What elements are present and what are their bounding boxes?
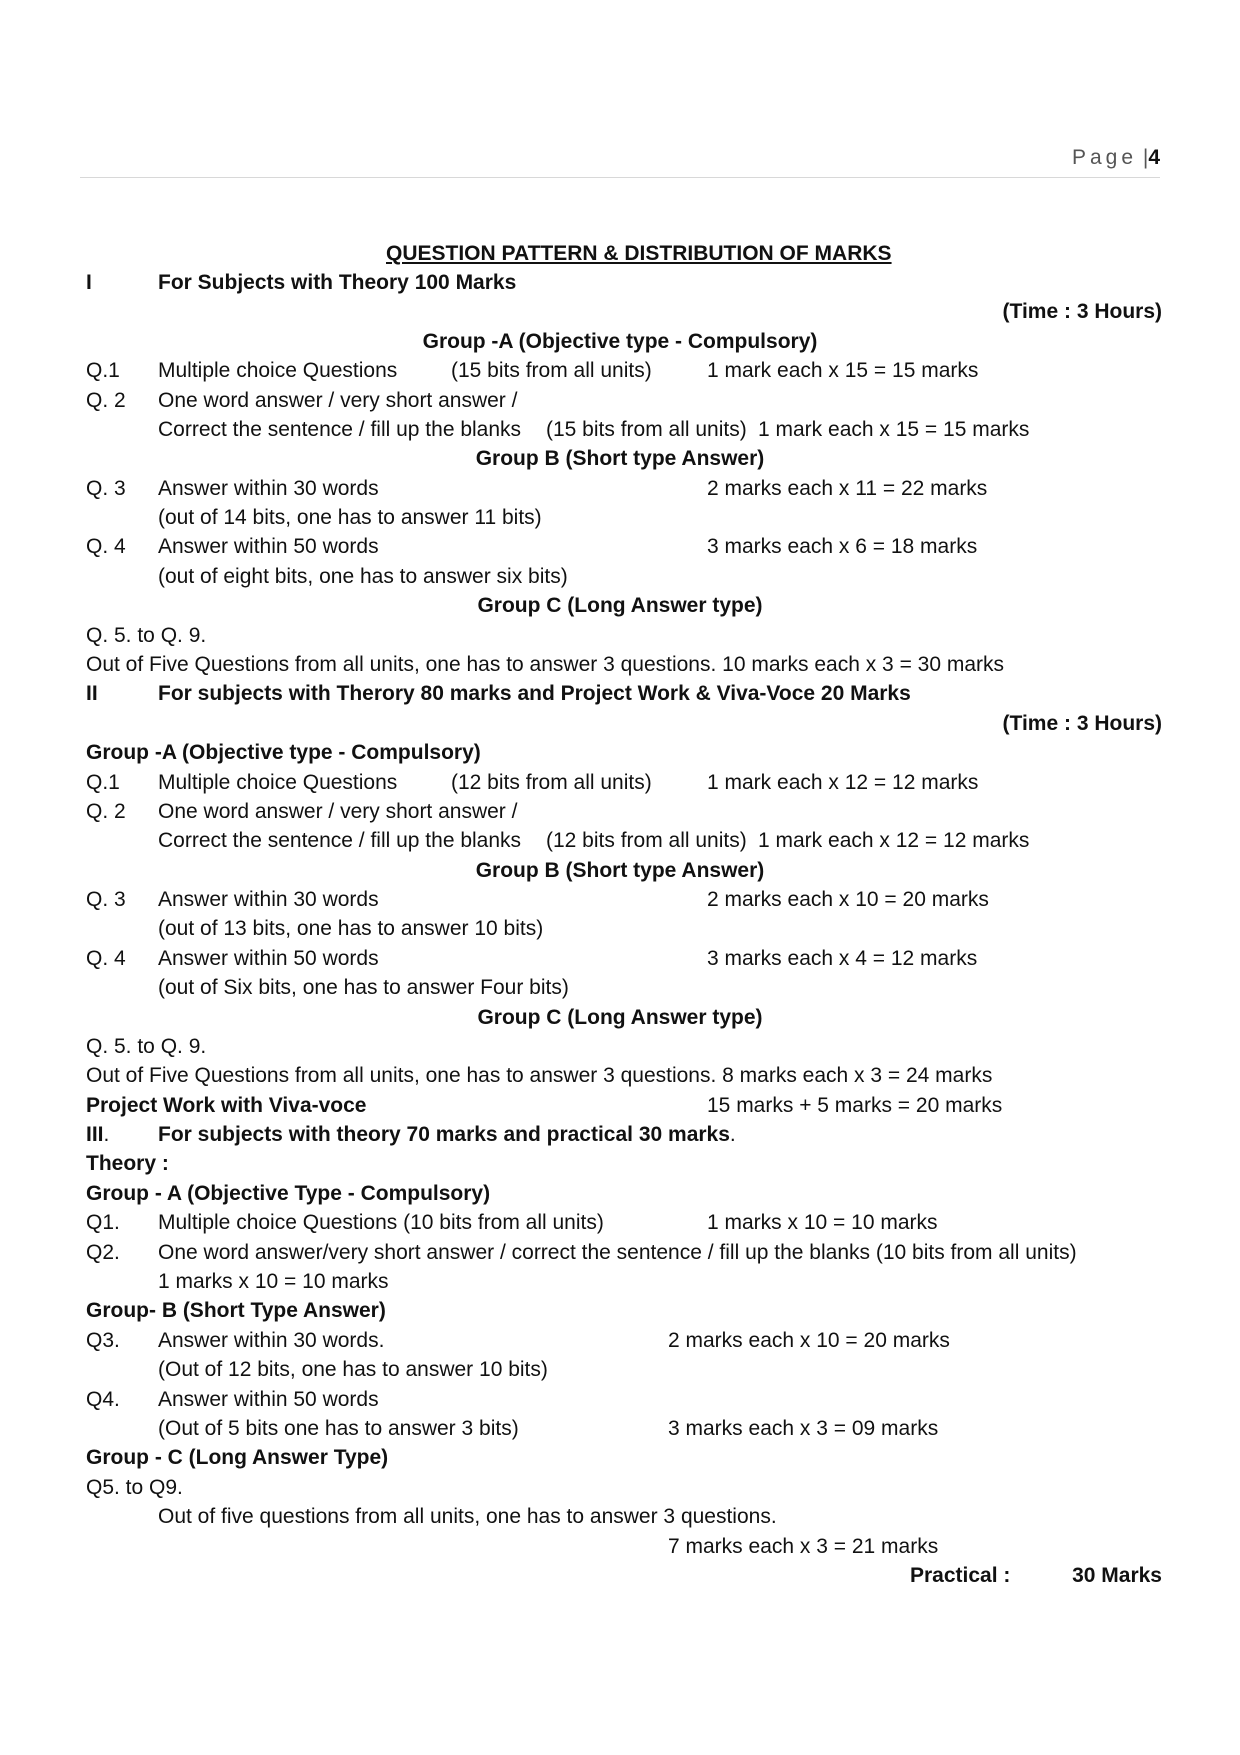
question-number: Q. 2 (86, 800, 126, 823)
section-1-heading (0, 270, 1240, 296)
s3-q59-line (0, 1475, 1240, 1501)
question-marks: 1 marks x 10 = 10 marks (158, 1270, 389, 1293)
question-text: Out of Five Questions from all units, one has to answer 3 questions. 8 marks each x 3 = 24 marks (86, 1064, 993, 1087)
s3-q4-line (0, 1387, 1240, 1413)
question-note: (Out of 5 bits one has to answer 3 bits) (158, 1417, 519, 1440)
question-text: One word answer / very short answer / (158, 800, 518, 823)
s1-q59-line (0, 623, 1240, 649)
question-marks: 1 mark each x 12 = 12 marks (758, 829, 1030, 852)
question-number: Q. 3 (86, 888, 126, 911)
question-marks: 7 marks each x 3 = 21 marks (668, 1535, 939, 1558)
page-separator: | (1142, 146, 1149, 169)
question-text: Out of Five Questions from all units, one has to answer 3 questions. 10 marks each x 3 = 30 marks (86, 653, 1005, 676)
section-3-title: For subjects with theory 70 marks and practical 30 marks (158, 1123, 730, 1146)
title-line (0, 241, 1240, 267)
question-number: Q.1 (86, 359, 120, 382)
question-marks: 2 marks each x 11 = 22 marks (707, 477, 988, 500)
s3-q2-line (0, 1240, 1240, 1266)
page-title: QUESTION PATTERN & DISTRIBUTION OF MARKS (386, 242, 892, 265)
s3-q1-line (0, 1210, 1240, 1236)
theory-label: Theory : (86, 1152, 169, 1175)
s2-q59-text (0, 1063, 1240, 1089)
s2-q4-line (0, 946, 1240, 972)
group-a-heading: Group - A (Objective Type - Compulsory) (86, 1182, 491, 1205)
question-number: Q. 4 (86, 947, 126, 970)
section-3-number-dot: . (103, 1123, 110, 1146)
page-label: Page (1071, 146, 1137, 169)
page-header (1072, 146, 1160, 170)
project-work-line (0, 1093, 1240, 1119)
project-work-label: Project Work with Viva-voce (86, 1094, 367, 1117)
s2-q3-line (0, 887, 1240, 913)
question-number: Q3. (86, 1329, 120, 1352)
s1-q59-text (0, 652, 1240, 678)
s3-q4-note-line (0, 1416, 1240, 1442)
group-c-heading: Group C (Long Answer type) (477, 594, 763, 617)
question-text: Multiple choice Questions (10 bits from all units) (158, 1211, 604, 1234)
section-1-group-a (0, 329, 1240, 355)
s1-q3-note (0, 505, 1240, 531)
question-text-continued: Correct the sentence / fill up the blanks (158, 418, 522, 441)
group-a-heading: Group -A (Objective type - Compulsory) (422, 330, 818, 353)
question-number: Q2. (86, 1241, 120, 1264)
question-marks: 3 marks each x 6 = 18 marks (707, 535, 978, 558)
group-b-heading: Group B (Short type Answer) (475, 447, 765, 470)
question-marks: 1 mark each x 15 = 15 marks (758, 418, 1030, 441)
s3-q3-note (0, 1357, 1240, 1383)
question-bits: (12 bits from all units) (546, 829, 747, 852)
question-marks: 2 marks each x 10 = 20 marks (707, 888, 989, 911)
question-note: (out of 14 bits, one has to answer 11 bits) (158, 506, 542, 529)
s1-q3-line (0, 476, 1240, 502)
page-number: 4 (1148, 146, 1160, 169)
question-text: Multiple choice Questions (158, 359, 398, 382)
s2-q59-line (0, 1034, 1240, 1060)
section-2-number: II (86, 682, 98, 705)
s1-q4-note (0, 564, 1240, 590)
section-3-number-wrap (86, 1122, 109, 1148)
s1-q2-line (0, 388, 1240, 414)
question-note: (out of 13 bits, one has to answer 10 bits) (158, 917, 544, 940)
section-3-group-a (0, 1181, 1240, 1207)
question-range: Q5. to Q9. (86, 1476, 183, 1499)
s3-q59-text (0, 1504, 1240, 1530)
question-marks: 1 marks x 10 = 10 marks (707, 1211, 938, 1234)
s2-q2-line-2 (0, 828, 1240, 854)
question-text: One word answer / very short answer / (158, 389, 518, 412)
question-bits: (15 bits from all units) (451, 359, 652, 382)
header-divider (80, 177, 1160, 178)
question-text: Out of five questions from all units, one has to answer 3 questions. (158, 1505, 777, 1528)
question-note: (out of Six bits, one has to answer Four bits) (158, 976, 569, 999)
practical-line (0, 1563, 1240, 1589)
group-a-heading: Group -A (Objective type - Compulsory) (86, 741, 481, 764)
question-note: (Out of 12 bits, one has to answer 10 bits) (158, 1358, 548, 1381)
section-3-title-dot: . (729, 1123, 736, 1146)
group-c-heading: Group - C (Long Answer Type) (86, 1446, 389, 1469)
group-b-heading: Group- B (Short Type Answer) (86, 1299, 386, 1322)
question-marks: 3 marks each x 3 = 09 marks (668, 1417, 939, 1440)
s3-q59-marks-line (0, 1534, 1240, 1560)
question-text: Answer within 50 words (158, 947, 379, 970)
question-number: Q. 4 (86, 535, 126, 558)
question-marks: 3 marks each x 4 = 12 marks (707, 947, 978, 970)
theory-line (0, 1151, 1240, 1177)
question-bits: (15 bits from all units) (546, 418, 747, 441)
question-marks: 2 marks each x 10 = 20 marks (668, 1329, 950, 1352)
s1-q4-line (0, 534, 1240, 560)
question-text: One word answer/very short answer / correct the sentence / fill up the blanks (10 bits from all units) (158, 1241, 1077, 1264)
question-text: Answer within 30 words (158, 888, 379, 911)
question-marks: 1 mark each x 12 = 12 marks (707, 771, 979, 794)
project-work-marks: 15 marks + 5 marks = 20 marks (707, 1094, 1003, 1117)
question-bits: (12 bits from all units) (451, 771, 652, 794)
question-text: Answer within 50 words (158, 1388, 379, 1411)
section-2-title: For subjects with Therory 80 marks and Project Work & Viva-Voce 20 Marks (158, 682, 911, 705)
question-number: Q4. (86, 1388, 120, 1411)
practical-marks: 30 Marks (1072, 1564, 1162, 1587)
section-1-group-b (0, 446, 1240, 472)
section-3-number: III (86, 1123, 104, 1146)
section-1-time: (Time : 3 Hours) (1002, 300, 1162, 323)
question-marks: 1 mark each x 15 = 15 marks (707, 359, 979, 382)
section-3-title-wrap (158, 1122, 736, 1148)
s2-q4-note (0, 975, 1240, 1001)
s2-q3-note (0, 916, 1240, 942)
section-1-number: I (86, 271, 92, 294)
section-2-time-line (0, 711, 1240, 737)
section-1-title: For Subjects with Theory 100 Marks (158, 271, 517, 294)
section-2-group-c (0, 1005, 1240, 1031)
s3-q3-line (0, 1328, 1240, 1354)
question-number: Q. 3 (86, 477, 126, 500)
question-note: (out of eight bits, one has to answer six bits) (158, 565, 568, 588)
section-1-group-c (0, 593, 1240, 619)
question-number: Q1. (86, 1211, 120, 1234)
practical-label: Practical : (910, 1564, 1011, 1587)
question-range: Q. 5. to Q. 9. (86, 1035, 207, 1058)
question-text-continued: Correct the sentence / fill up the blanks (158, 829, 522, 852)
question-text: Multiple choice Questions (158, 771, 398, 794)
question-number: Q.1 (86, 771, 120, 794)
s1-q1-line (0, 358, 1240, 384)
section-1-time-line (0, 299, 1240, 325)
section-2-heading (0, 681, 1240, 707)
section-3-group-b (0, 1298, 1240, 1324)
s3-q2-marks-line (0, 1269, 1240, 1295)
s1-q2-line-2 (0, 417, 1240, 443)
question-text: Answer within 30 words (158, 477, 379, 500)
question-text: Answer within 50 words (158, 535, 379, 558)
section-2-time: (Time : 3 Hours) (1002, 712, 1162, 735)
section-3-heading (0, 1122, 1240, 1148)
s2-q1-line (0, 770, 1240, 796)
question-range: Q. 5. to Q. 9. (86, 624, 207, 647)
question-text: Answer within 30 words. (158, 1329, 385, 1352)
section-2-group-a (0, 740, 1240, 766)
group-b-heading: Group B (Short type Answer) (475, 859, 765, 882)
group-c-heading: Group C (Long Answer type) (477, 1006, 763, 1029)
question-number: Q. 2 (86, 389, 126, 412)
section-3-group-c (0, 1445, 1240, 1471)
s2-q2-line (0, 799, 1240, 825)
section-2-group-b (0, 858, 1240, 884)
